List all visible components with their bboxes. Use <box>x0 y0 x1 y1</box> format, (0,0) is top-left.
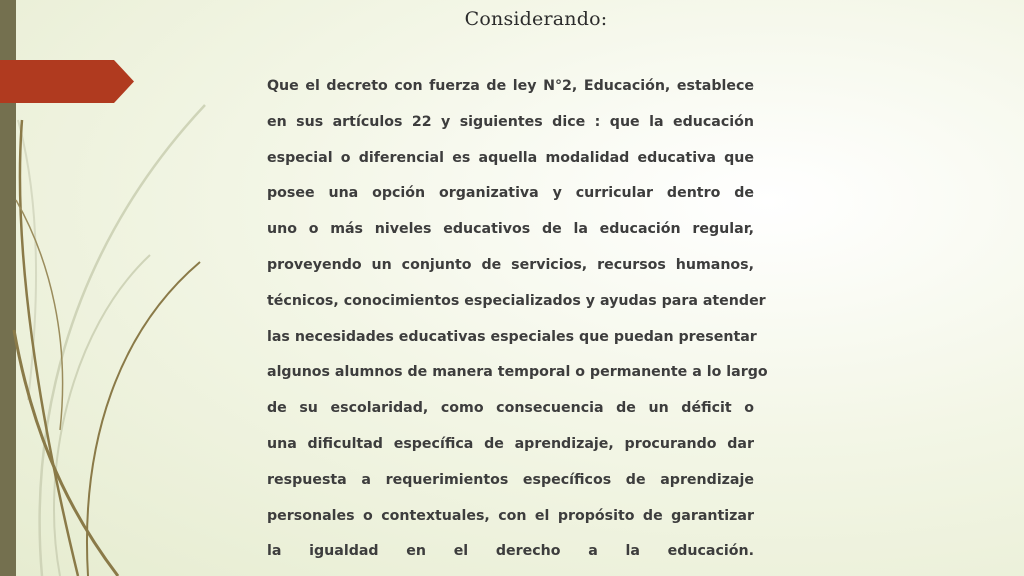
body-line: posee una opción organizativa y curricular dentro de <box>267 185 754 202</box>
body-line: personales o contextuales, con el propósito de garantizar <box>267 507 754 524</box>
body-line: especial o diferencial es aquella modalidad educativa que <box>267 149 754 166</box>
body-line: proveyendo un conjunto de servicios, recursos humanos, <box>267 256 754 273</box>
body-paragraph <box>267 73 768 574</box>
body-line: respuesta a requerimientos específicos de aprendizaje <box>267 471 754 488</box>
body-line: Que el decreto con fuerza de ley N°2, Educación, establece <box>267 78 754 94</box>
body-line: uno o más niveles educativos de la educación regular, <box>267 221 754 238</box>
body-line: las necesidades educativas especiales que puedan presentar <box>267 328 757 345</box>
body-line: la igualdad en el derecho a la educación. <box>267 543 754 560</box>
title-accent-tab <box>0 60 134 103</box>
body-line: de su escolaridad, como consecuencia de un déficit o <box>267 400 754 417</box>
body-line: en sus artículos 22 y siguientes dice : que la educación <box>267 113 754 130</box>
body-line: una dificultad específica de aprendizaje, procurando dar <box>267 435 754 452</box>
body-line: algunos alumnos de manera temporal o permanente a lo largo <box>267 364 768 381</box>
body-line: técnicos, conocimientos especializados y ayudas para atender <box>267 292 766 309</box>
slide-title: Considerando: <box>464 8 608 30</box>
